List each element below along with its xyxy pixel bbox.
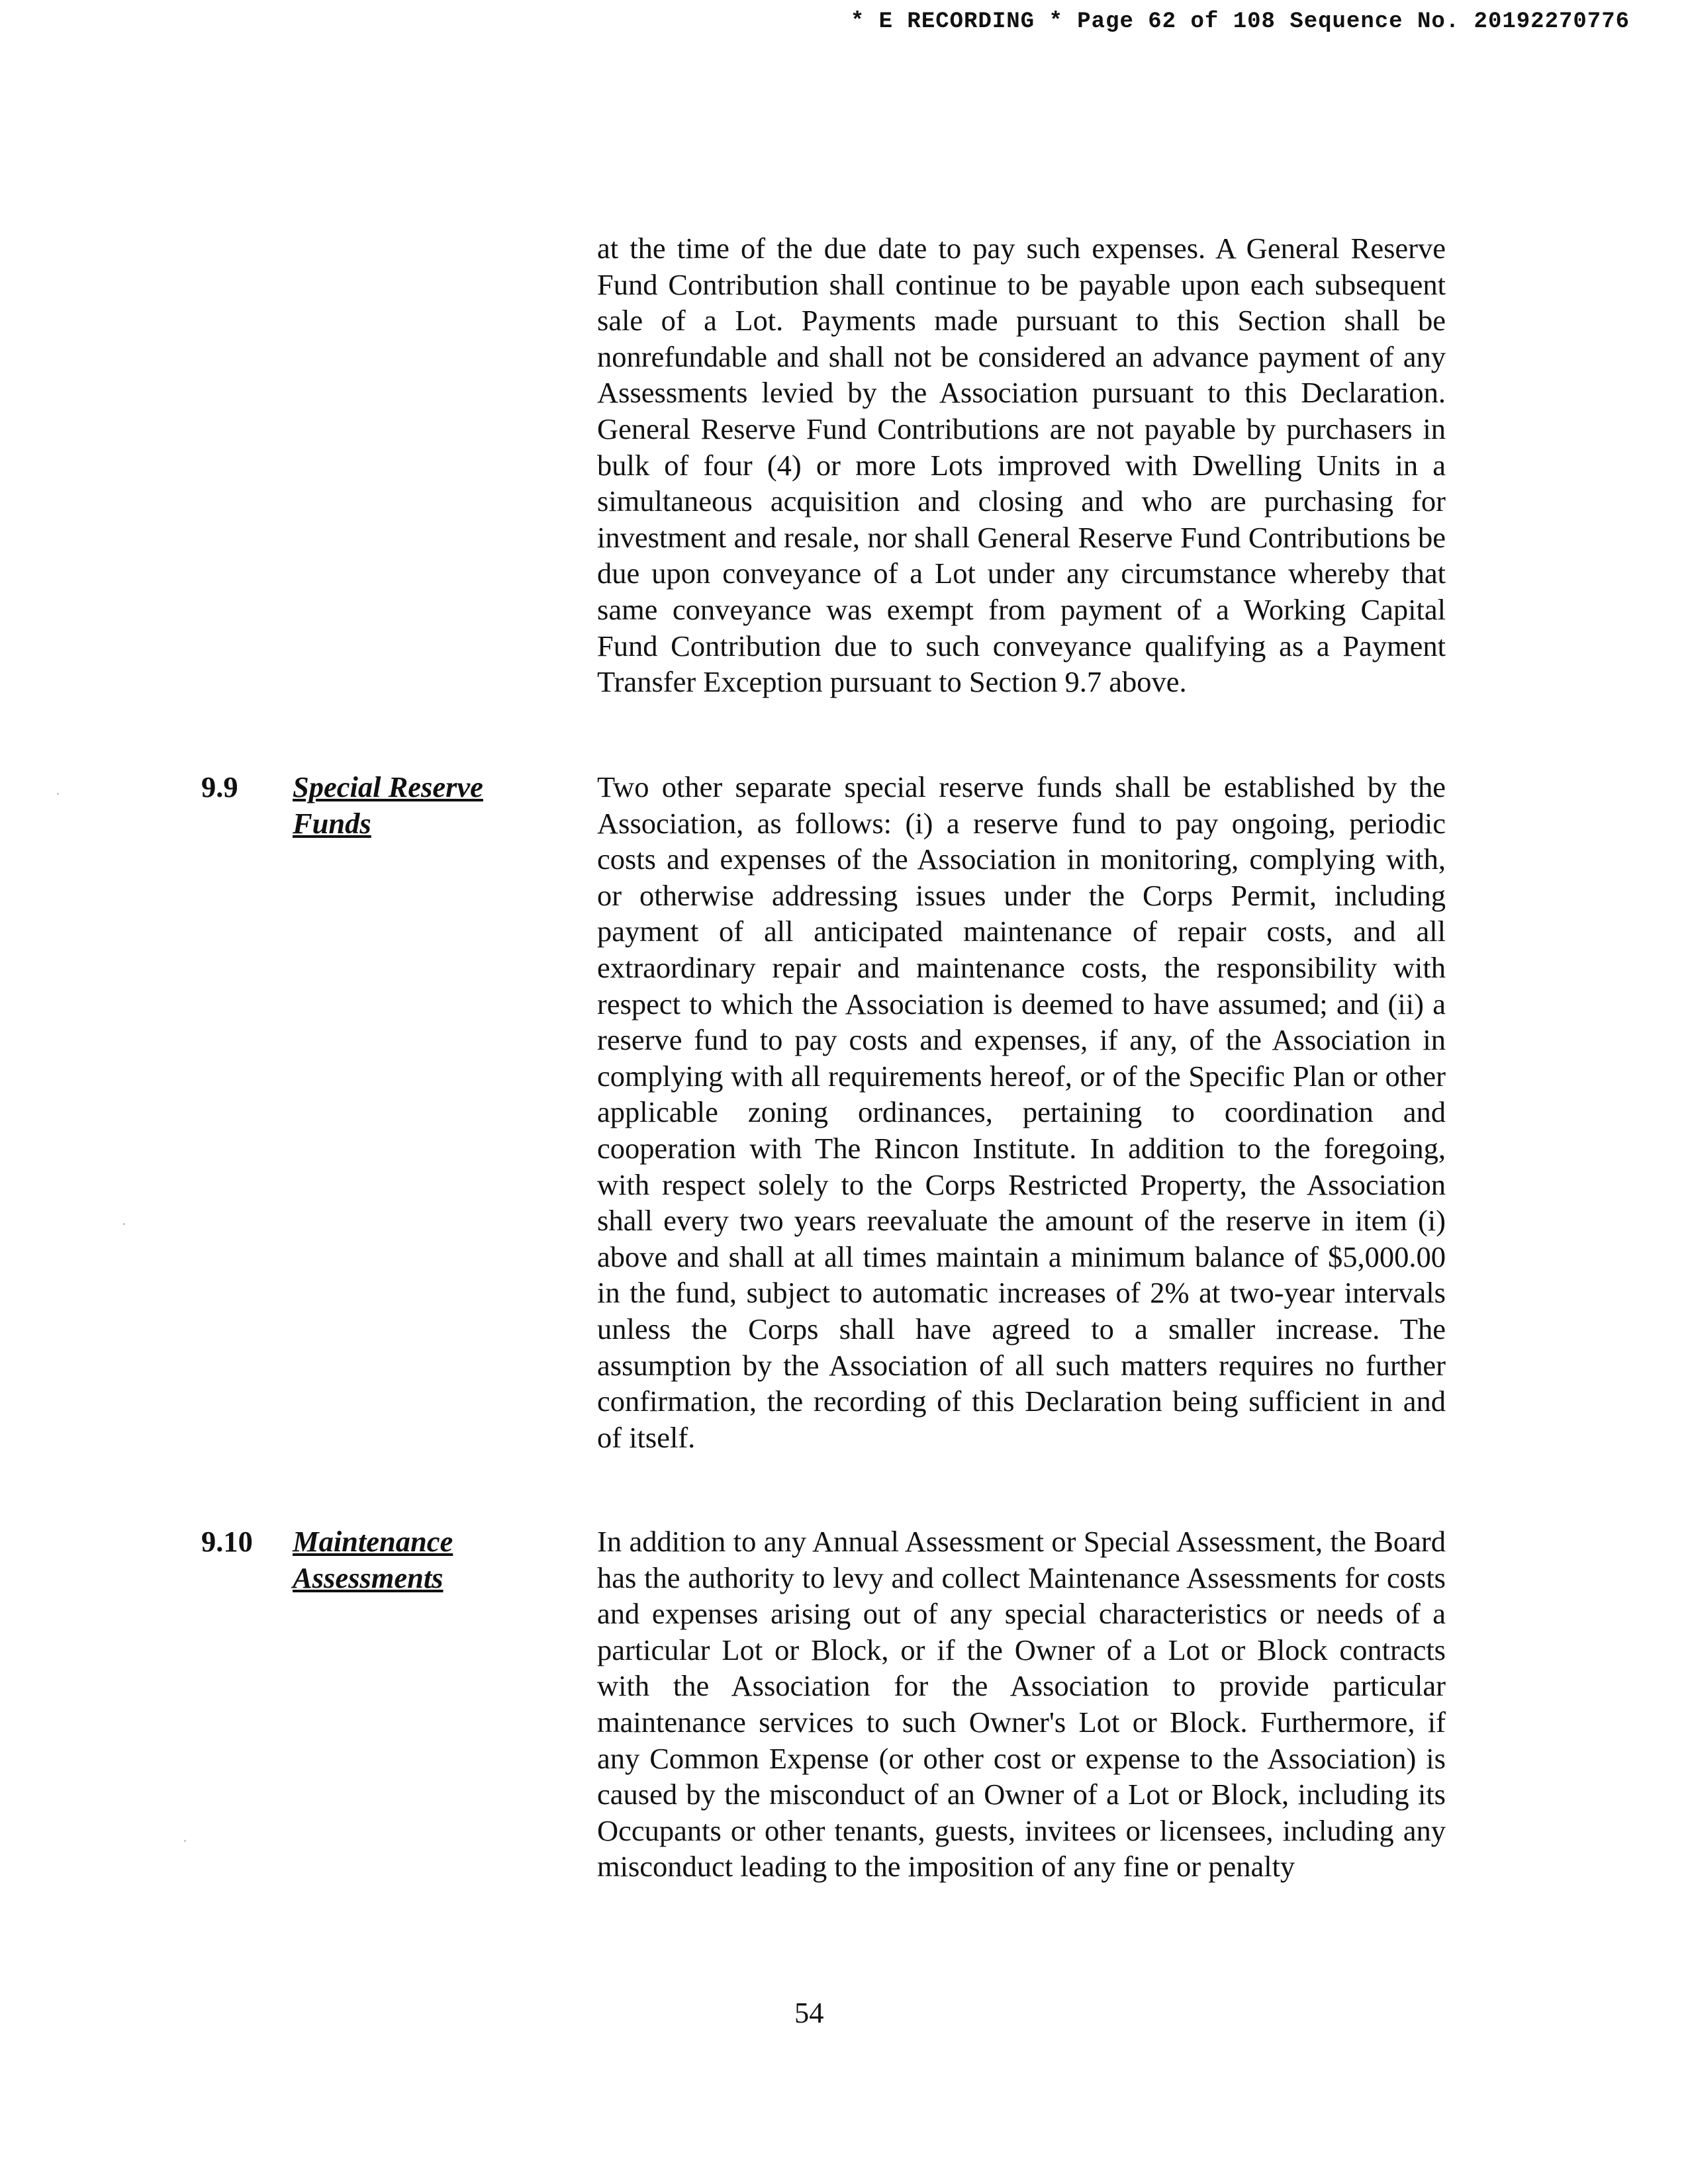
scan-speck xyxy=(123,1223,125,1225)
continuation-paragraph: at the time of the due date to pay such expenses. A General Reserve Fund Contribution shall continue to be payable upon each subsequent sale of a Lot. Payments made pursuant to this Section shall be nonrefundable and shall not be considered an advance payment of any Assessments levied by the Association pursuant to this Declaration. General Reserve Fund Contributions are not payable by purchasers in bulk of four (4) or more Lots improved with Dwelling Units in a simultaneous acquisition and closing and who are purchasing for investment and resale, nor shall General Reserve Fund Contributions be due upon conveyance of a Lot under any circumstance whereby that same conveyance was exempt from payment of a Working Capital Fund Contribution due to such conveyance qualifying as a Payment Transfer Exception pursuant to Section 9.7 above. xyxy=(597,232,1446,699)
section-title-9-10-line1: Maintenance xyxy=(293,1525,453,1558)
section-number-9-9: 9.9 xyxy=(201,770,238,803)
scan-speck xyxy=(57,793,59,795)
recording-header: * E RECORDING * Page 62 of 108 Sequence No. 20192270776 xyxy=(850,9,1630,34)
page-number: 54 xyxy=(794,1996,824,2029)
section-title-9-9-line2: Funds xyxy=(293,807,371,840)
section-number-9-10: 9.10 xyxy=(201,1525,253,1558)
section-title-9-10-line2: Assessments xyxy=(293,1561,444,1594)
scan-speck xyxy=(184,1840,186,1842)
section-body-9-10: In addition to any Annual Assessment or Special Assessment, the Board has the authority to levy and collect Maintenance Assessments for costs and expenses arising out of any special characteristics or needs of a particular Lot or Block, or if the Owner of a Lot or Block contracts with the Association for the Association to provide particular maintenance services to such Owner's Lot or Block. Furthermore, if any Common Expense (or other cost or expense to the Association) is caused by the misconduct of an Owner of a Lot or Block, including its Occupants or other tenants, guests, invitees or licensees, including any misconduct leading to the imposition of any fine or penalty xyxy=(597,1525,1446,1884)
section-body-9-9: Two other separate special reserve funds shall be established by the Association, as follows: (i) a reserve fund to pay ongoing, periodic costs and expenses of the Association in monitoring, complying with, or otherwise addressing issues under the Corps Permit, including payment of all anticipated maintenance of repair costs, and all extraordinary repair and maintenance costs, the responsibility with respect to which the Association is deemed to have assumed; and (ii) a reserve fund to pay costs and expenses, if any, of the Association in complying with all requirements hereof, or of the Specific Plan or other applicable zoning ordinances, pertaining to coordination and cooperation with The Rincon Institute. In addition to the foregoing, with respect solely to the Corps Restricted Property, the Association shall every two years reevaluate the amount of the reserve in item (i) above and shall at all times maintain a minimum balance of $5,000.00 in the fund, subject to automatic increases of 2% at two-year intervals unless the Corps shall have agreed to a smaller increase. The assumption by the Association of all such matters requires no further confirmation, the recording of this Declaration being sufficient in and of itself. xyxy=(597,770,1446,1454)
section-title-9-9-line1: Special Reserve xyxy=(293,770,483,803)
